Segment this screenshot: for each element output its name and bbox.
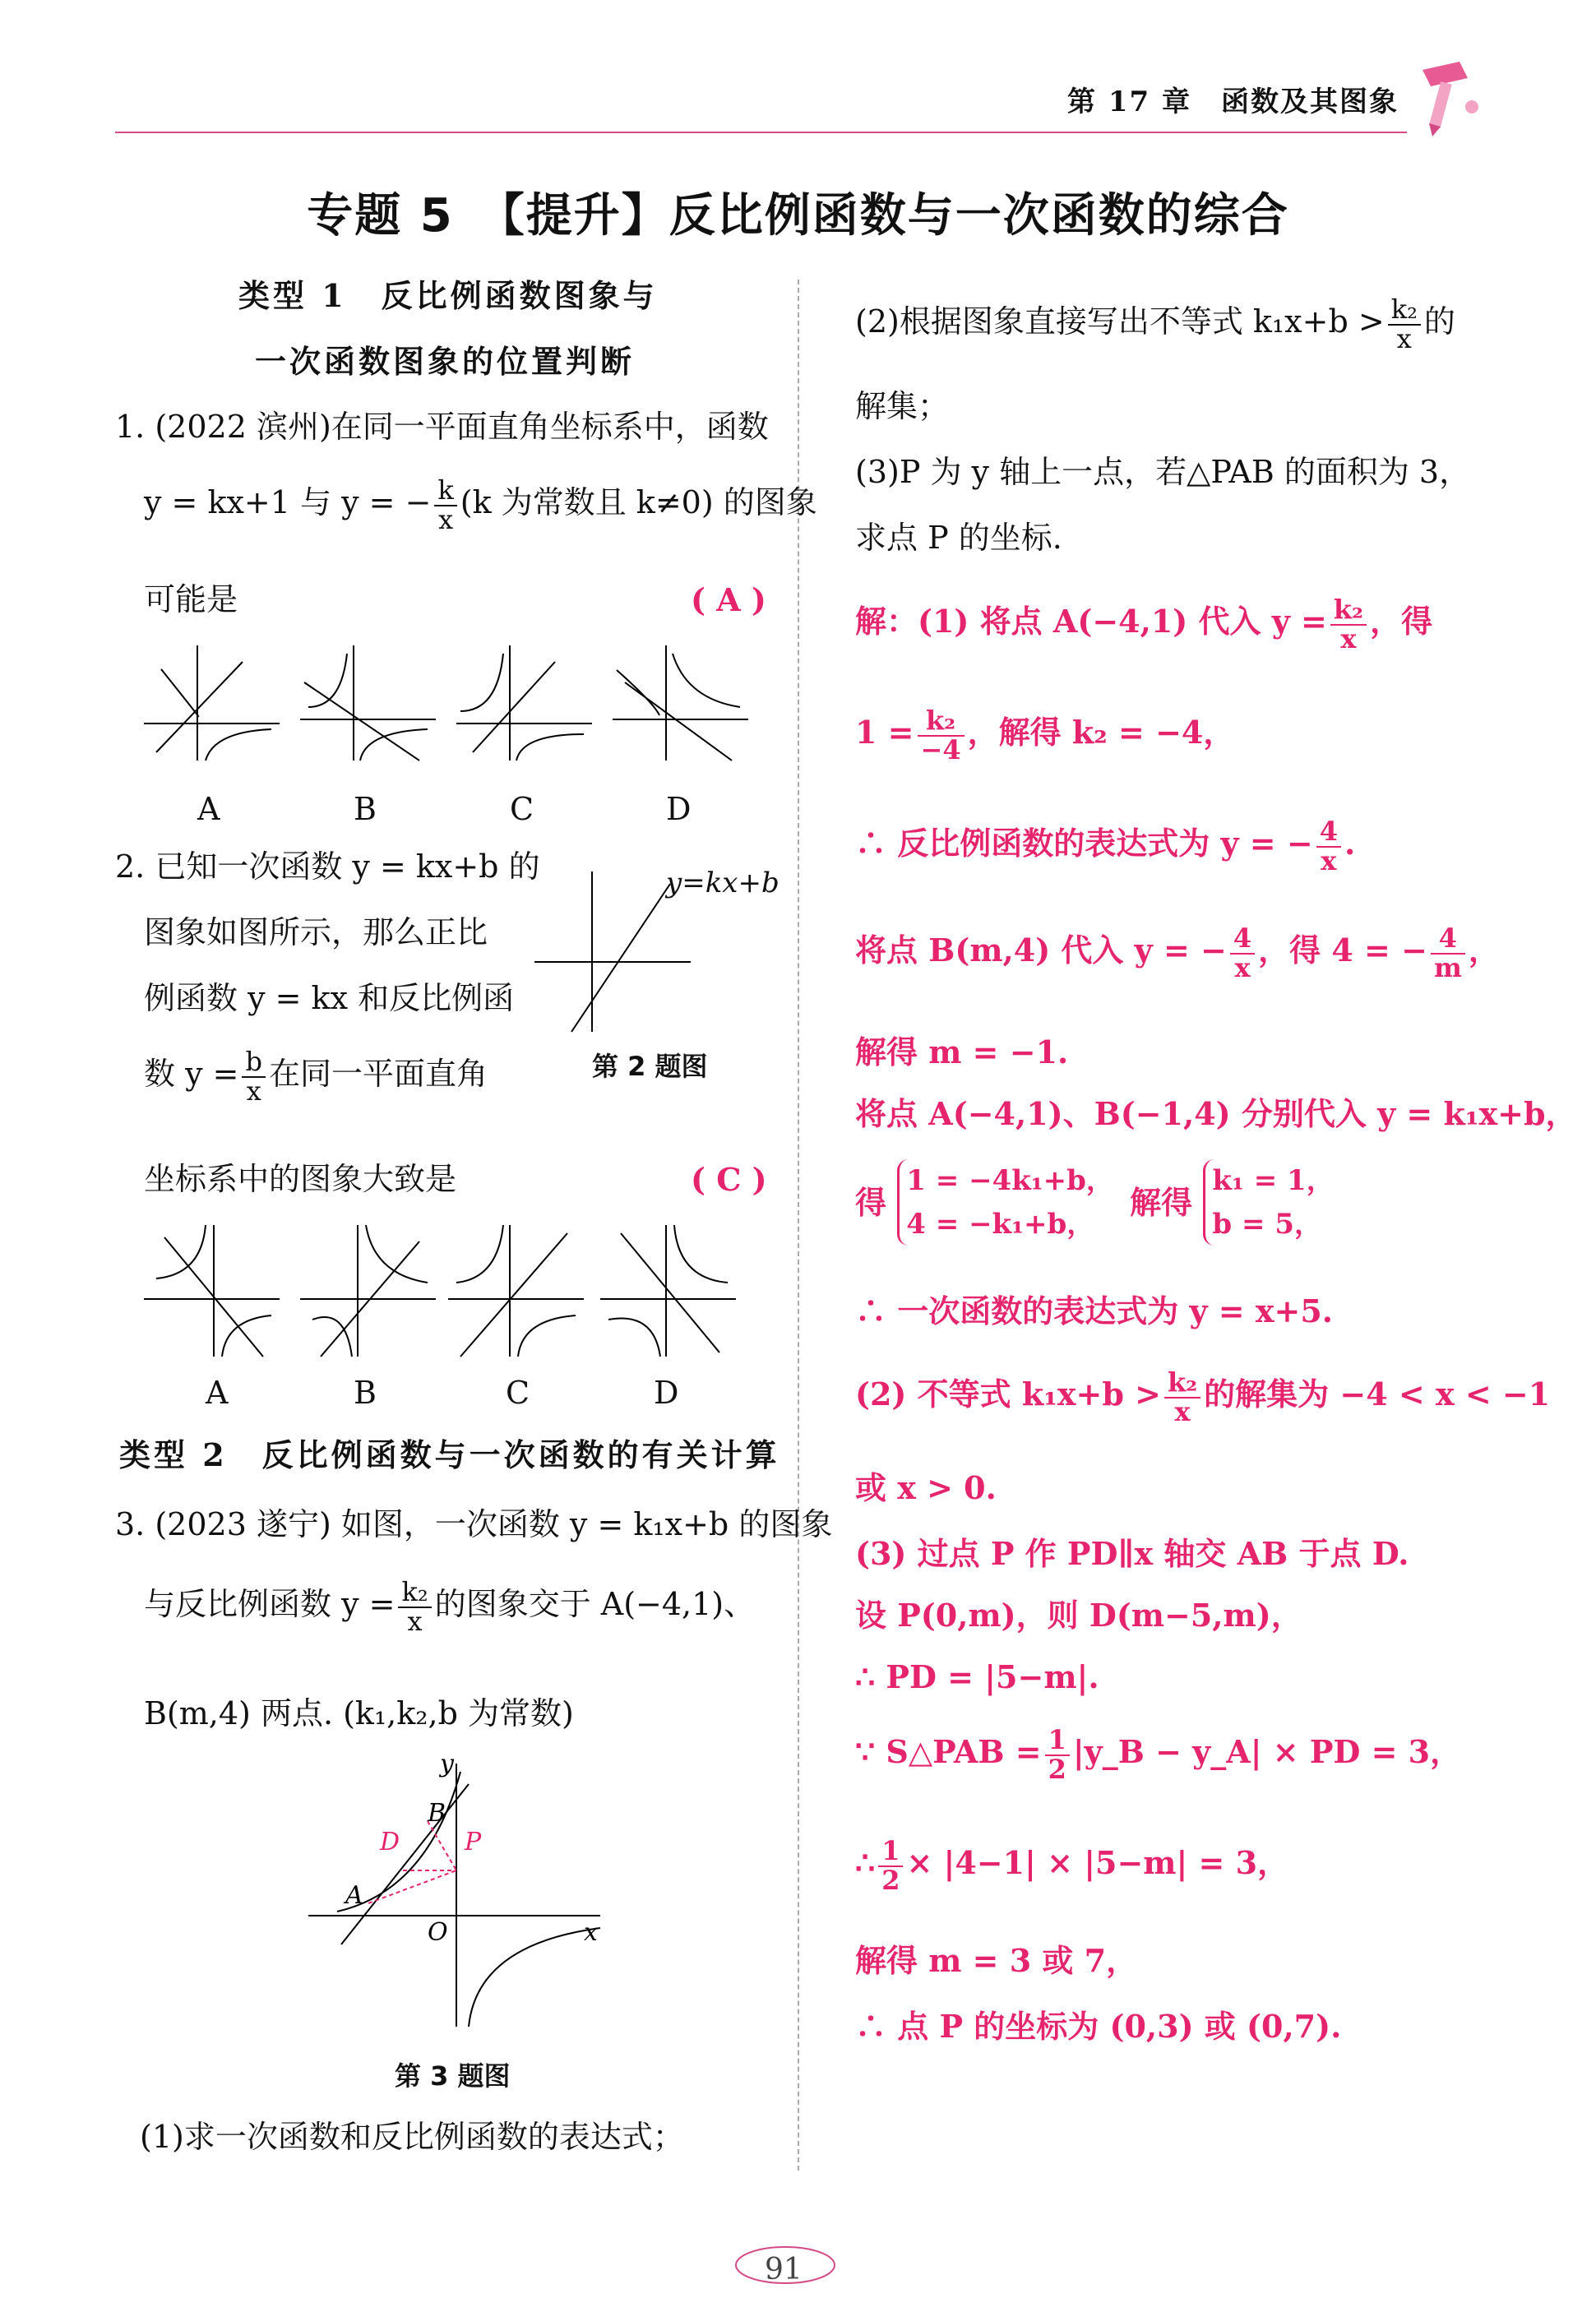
q2-graph-A bbox=[140, 1217, 288, 1365]
q2-option-C: C bbox=[506, 1375, 530, 1411]
q2-stem-line4: 数 y = $\frac{b}{x}$ 在同一平面直角 bbox=[144, 1046, 488, 1107]
sol-line14: ∵ S△PAB = $\frac{1}{2}$ |y_B − y_A| × PD = 3， bbox=[855, 1724, 1462, 1785]
q1-option-A: A bbox=[197, 791, 220, 827]
q3-stem-line1: 3. (2023 遂宁) 如图，一次函数 y = k₁x+b 的图象 bbox=[115, 1506, 833, 1542]
q3-sub1: (1)求一次函数和反比例函数的表达式； bbox=[140, 2119, 684, 2155]
q2-answer: ( C ) bbox=[691, 1161, 767, 1198]
q3-stem-line3: B(m,4) 两点. (k₁,k₂,b 为常数) bbox=[144, 1695, 574, 1731]
sol-line6: 将点 A(−4,1)、B(−1,4) 分别代入 y = k₁x+b， bbox=[855, 1095, 1577, 1132]
q2-option-D: D bbox=[654, 1375, 679, 1411]
type1-heading-line2: 一次函数图象的位置判断 bbox=[255, 343, 636, 380]
q2-graph-C bbox=[444, 1217, 592, 1365]
chapter-header: 第 17 章 函数及其图象 bbox=[1067, 86, 1399, 118]
svg-text:x: x bbox=[584, 1918, 598, 1947]
sol-line2: 1 = $\frac{\text{k₂}}{-4}$ ，解得 k₂ = −4， bbox=[855, 705, 1235, 765]
q2-figure-caption: 第 2 题图 bbox=[592, 1051, 708, 1082]
sol-line11: (3) 过点 P 作 PD∥x 轴交 AB 于点 D. bbox=[855, 1535, 1409, 1572]
q2-option-B: B bbox=[354, 1375, 377, 1411]
page-number: 91 bbox=[765, 2253, 803, 2286]
q1-answer: ( A ) bbox=[691, 581, 766, 618]
type2-heading: 类型 2 反比例函数与一次函数的有关计算 bbox=[119, 1436, 780, 1473]
q2-option-A: A bbox=[206, 1375, 229, 1411]
svg-text:B: B bbox=[428, 1799, 446, 1828]
q1-stem-line2: y = kx+1 与 y = − $\frac{k}{x}$ (k 为常数且 k≠0) 的图象 bbox=[144, 474, 817, 535]
pencil-hat-icon bbox=[1398, 58, 1497, 140]
q3-sub2-line1: (2)根据图象直接写出不等式 k₁x+b > $\frac{\text{k₂}}{x}$ 的 bbox=[855, 294, 1455, 354]
q3-sub3-line1: (3)P 为 y 轴上一点，若△PAB 的面积为 3， bbox=[855, 454, 1471, 490]
page-title: 专题 5 【提升】反比例函数与一次函数的综合 bbox=[307, 189, 1289, 243]
sol-line5: 解得 m = −1. bbox=[855, 1033, 1069, 1070]
q3-sub2-line2: 解集； bbox=[855, 388, 950, 424]
sol-line16: 解得 m = 3 或 7， bbox=[855, 1942, 1138, 1979]
sol-line12: 设 P(0,m)，则 D(m−5,m)， bbox=[855, 1597, 1302, 1634]
sol-line1: 解：(1) 将点 A(−4,1) 代入 y = $\frac{\text{k₂}}{x}$ ，得 bbox=[855, 594, 1433, 654]
q2-graph-B bbox=[296, 1217, 444, 1365]
q1-option-D: D bbox=[666, 791, 692, 827]
q1-stem-line1: 1. (2022 滨州)在同一平面直角坐标系中，函数 bbox=[115, 409, 769, 445]
sol-line3: ∴ 反比例函数的表达式为 y = − $\frac{4}{x}$ . bbox=[855, 816, 1356, 876]
sol-line9: (2) 不等式 k₁x+b > $\frac{\text{k₂}}{x}$ 的解集为 −4 < x < −1 bbox=[855, 1366, 1551, 1427]
sol-line10: 或 x > 0. bbox=[855, 1469, 997, 1506]
q1-stem-line3: 可能是 bbox=[144, 581, 238, 617]
q1-graph-C bbox=[452, 637, 600, 769]
q1-option-C: C bbox=[510, 791, 534, 827]
q2-stem-line2: 图象如图所示，那么正比 bbox=[144, 914, 488, 950]
sol-line13: ∴ PD = |5−m|. bbox=[855, 1658, 1099, 1695]
sol-line7: 得 1 = −4k₁+b， 4 = −k₁+b， 解得 k₁ = 1， b = 5， bbox=[855, 1159, 1335, 1246]
svg-text:P: P bbox=[465, 1828, 482, 1856]
q1-graph-D bbox=[608, 637, 756, 769]
svg-text:y: y bbox=[440, 1755, 454, 1778]
q3-stem-line2: 与反比例函数 y = $\frac{\text{k₂}}{x}$ 的图象交于 A(−4,1)、 bbox=[144, 1576, 756, 1637]
q2-stem-line3: 例函数 y = kx 和反比例函 bbox=[144, 980, 515, 1016]
sol-line4: 将点 B(m,4) 代入 y = − $\frac{4}{x}$ ，得 4 = − $\frac{4}{m}$ ， bbox=[855, 922, 1500, 983]
svg-text:A: A bbox=[345, 1881, 363, 1910]
q1-graph-B bbox=[296, 637, 444, 769]
q1-option-B: B bbox=[354, 791, 377, 827]
q3-figure bbox=[304, 1755, 617, 2035]
q3-figure-caption: 第 3 题图 bbox=[395, 2060, 511, 2092]
q2-graph-D bbox=[596, 1217, 744, 1365]
svg-text:O: O bbox=[428, 1918, 448, 1947]
sol-line17: ∴ 点 P 的坐标为 (0,3) 或 (0,7). bbox=[855, 2008, 1342, 2045]
sol-line15: ∴ $\frac{1}{2}$ × |4−1| × |5−m| = 3， bbox=[855, 1835, 1289, 1896]
sol-line8: ∴ 一次函数的表达式为 y = x+5. bbox=[855, 1292, 1334, 1329]
header-rule bbox=[115, 132, 1407, 133]
column-divider bbox=[798, 280, 799, 2171]
q2-stem-line1: 2. 已知一次函数 y = kx+b 的 bbox=[115, 848, 540, 885]
q1-graph-A bbox=[140, 637, 288, 769]
svg-text:D: D bbox=[380, 1828, 400, 1856]
q2-figure-line-label: y=kx+b bbox=[666, 867, 779, 899]
q3-sub3-line2: 求点 P 的坐标. bbox=[855, 520, 1062, 556]
type1-heading-line1: 类型 1 反比例函数图象与 bbox=[238, 277, 658, 314]
q2-stem-line5: 坐标系中的图象大致是 bbox=[144, 1161, 457, 1197]
